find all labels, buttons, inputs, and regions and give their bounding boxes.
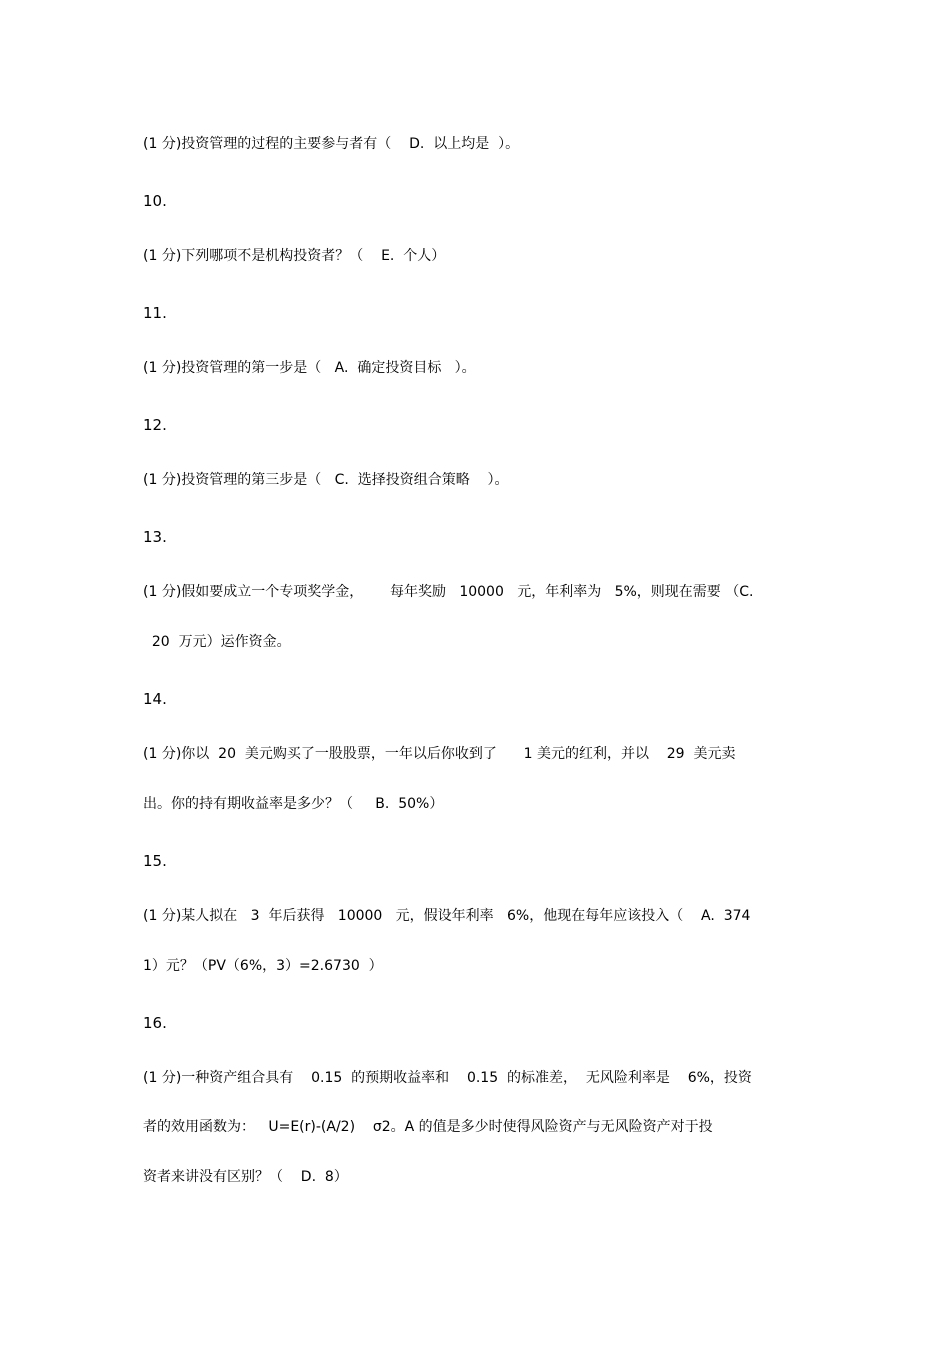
question-12-text: (1 分)投资管理的第三步是（ C. 选择投资组合策略 ）。 [143, 472, 509, 488]
question-number-16: 16. [143, 1014, 167, 1032]
question-14-text-line-1: (1 分)你以 20 美元购买了一股股票，一年以后你收到了 1 美元的红利，并以 29 美元卖 [143, 746, 736, 762]
question-15-text-line-1: (1 分)某人拟在 3 年后获得 10000 元，假设年利率 6%，他现在每年应该投入（ A. 374 [143, 908, 751, 924]
question-number-13: 13. [143, 528, 167, 546]
question-number-15: 15. [143, 852, 167, 870]
question-number-10: 10. [143, 192, 167, 210]
question-16-text-line-3: 资者来讲没有区别？（ D. 8） [143, 1169, 348, 1185]
question-10-text: (1 分)下列哪项不是机构投资者？（ E. 个人） [143, 248, 446, 264]
question-14-text-line-2: 出。你的持有期收益率是多少？（ B. 50%） [143, 796, 444, 812]
question-16-text-line-1: (1 分)一种资产组合具有 0.15 的预期收益率和 0.15 的标准差， 无风险利率是 6%，投资 [143, 1070, 752, 1086]
question-number-11: 11. [143, 304, 167, 322]
question-number-12: 12. [143, 416, 167, 434]
question-15-text-line-2: 1）元？（PV（6%，3）=2.6730 ） [143, 958, 383, 974]
answer-line-9: (1 分)投资管理的过程的主要参与者有（ D. 以上均是 ）。 [143, 136, 520, 152]
question-11-text: (1 分)投资管理的第一步是（ A. 确定投资目标 ）。 [143, 360, 476, 376]
question-13-text-line-2: 20 万元）运作资金。 [143, 634, 291, 650]
question-number-14: 14. [143, 690, 167, 708]
question-13-text-line-1: (1 分)假如要成立一个专项奖学金， 每年奖励 10000 元，年利率为 5%，则现在需要 （C. [143, 584, 754, 600]
question-16-text-line-2: 者的效用函数为： U=E(r)-(A/2) σ2。A 的值是多少时使得风险资产与无风险资产对于投 [143, 1119, 713, 1135]
